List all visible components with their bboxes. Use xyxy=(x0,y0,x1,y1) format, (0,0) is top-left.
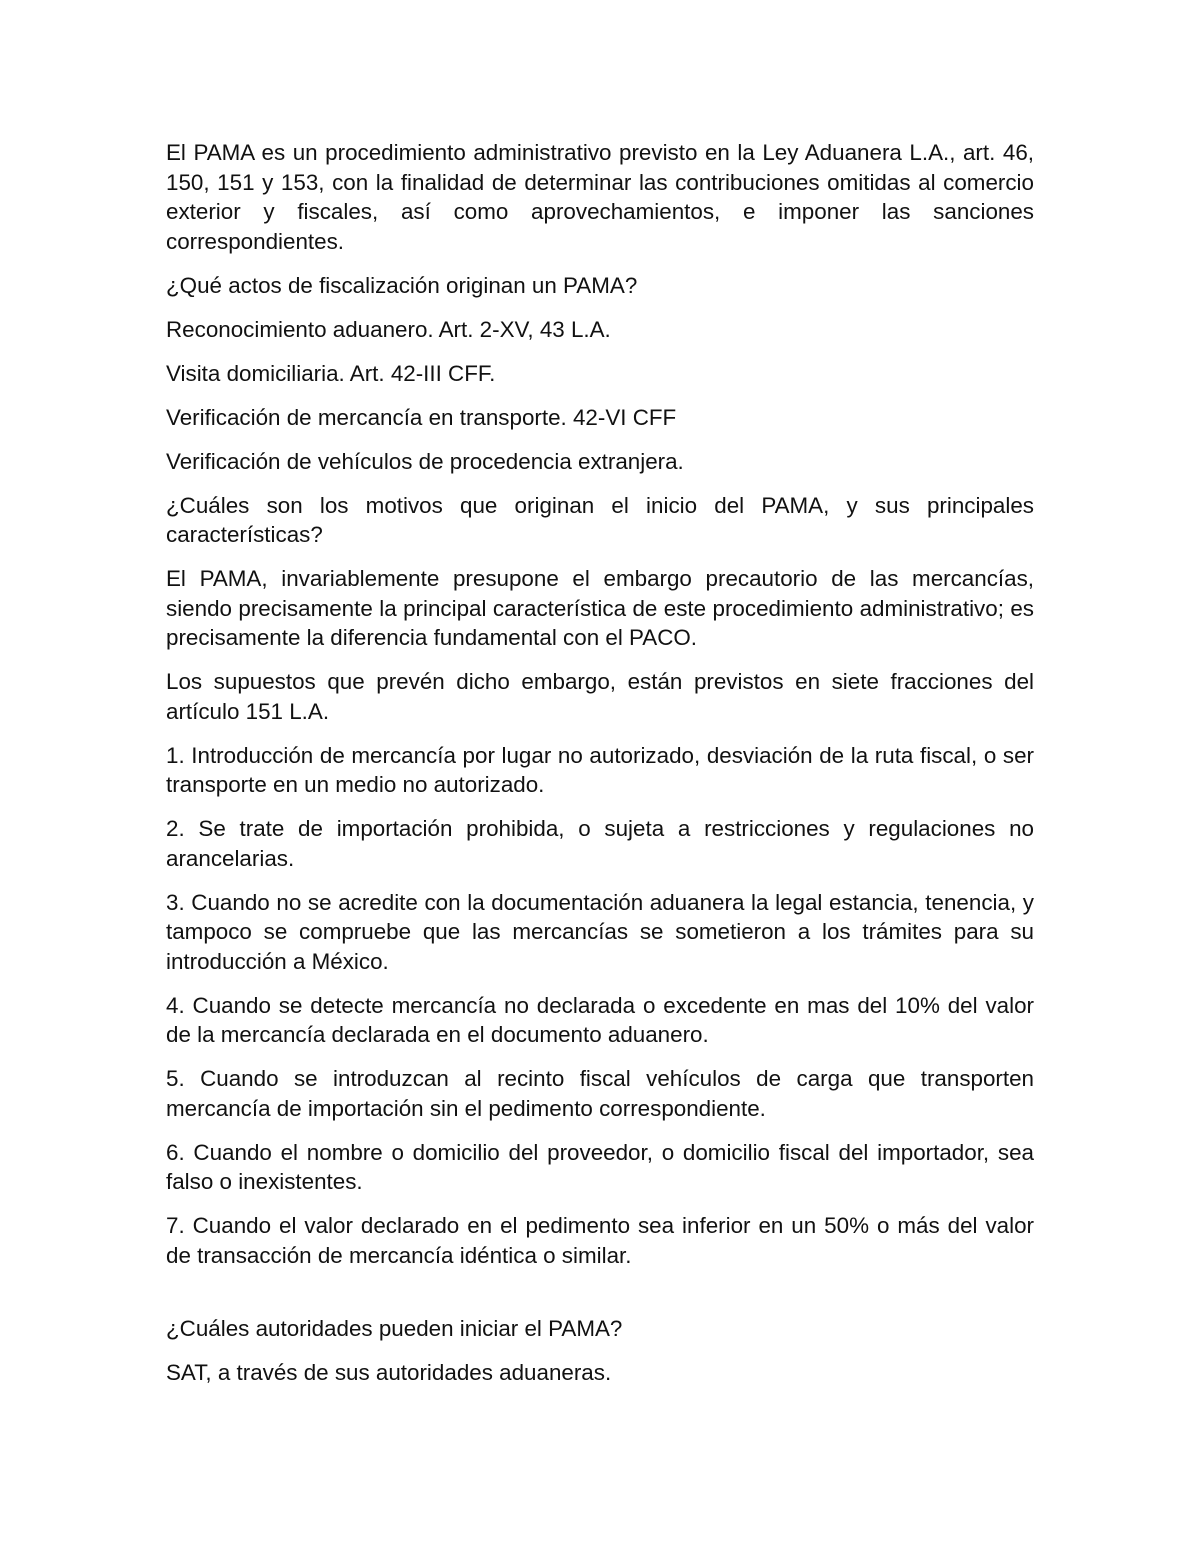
answer-authorities: SAT, a través de sus autoridades aduaneras. xyxy=(166,1360,612,1385)
embargo-paragraph: El PAMA, invariablemente presupone el embargo precautorio de las mercancías, siendo precisamente la principal característica de este procedimiento administrativo; es precisamente la diferencia fundamental con el PACO. xyxy=(166,566,1034,650)
intro-paragraph: El PAMA es un procedimiento administrativo previsto en la Ley Aduanera L.A., art. 46, 150, 151 y 153, con la finalidad de determinar las contribuciones omitidas al comercio exterior y fiscales, así como aprovechamientos, e imponer las sanciones correspondientes. xyxy=(166,140,1034,254)
list-item-6: 6. Cuando el nombre o domicilio del proveedor, o domicilio fiscal del importador, sea falso o inexistentes. xyxy=(166,1139,1034,1194)
list-item-5: 5. Cuando se introduzcan al recinto fiscal vehículos de carga que transporten mercancía de importación sin el pedimento correspondiente. xyxy=(166,1066,1034,1121)
act-customs-recognition: Reconocimiento aduanero. Art. 2-XV, 43 L.A. xyxy=(166,316,611,342)
question-authorities: ¿Cuáles autoridades pueden iniciar el PAMA? xyxy=(166,1316,623,1341)
act-vehicle-verification: Verificación de vehículos de procedencia extranjera. xyxy=(166,448,684,474)
list-item-2: 2. Se trate de importación prohibida, o sujeta a restricciones y regulaciones no arancelarias. xyxy=(166,816,1034,871)
document-page xyxy=(166,138,1034,1402)
question-fiscalization-acts: ¿Qué actos de fiscalización originan un PAMA? xyxy=(166,272,638,298)
question-motives: ¿Cuáles son los motivos que originan el inicio del PAMA, y sus principales características? xyxy=(166,492,1034,547)
list-item-7: 7. Cuando el valor declarado en el pedimento sea inferior en un 50% o más del valor de transacción de mercancía idéntica o similar. xyxy=(166,1213,1034,1268)
act-home-visit: Visita domiciliaria. Art. 42-III CFF. xyxy=(166,360,496,386)
act-transport-verification: Verificación de mercancía en transporte. 42-VI CFF xyxy=(166,404,677,430)
list-item-4: 4. Cuando se detecte mercancía no declarada o excedente en mas del 10% del valor de la mercancía declarada en el documento aduanero. xyxy=(166,992,1034,1047)
list-item-3: 3. Cuando no se acredite con la documentación aduanera la legal estancia, tenencia, y tampoco se compruebe que las mercancías se sometieron a los trámites para su introducción a México. xyxy=(166,889,1034,974)
assumptions-paragraph: Los supuestos que prevén dicho embargo, están previstos en siete fracciones del artículo 151 L.A. xyxy=(166,669,1034,724)
list-item-1: 1. Introducción de mercancía por lugar no autorizado, desviación de la ruta fiscal, o ser transporte en un medio no autorizado. xyxy=(166,742,1034,797)
